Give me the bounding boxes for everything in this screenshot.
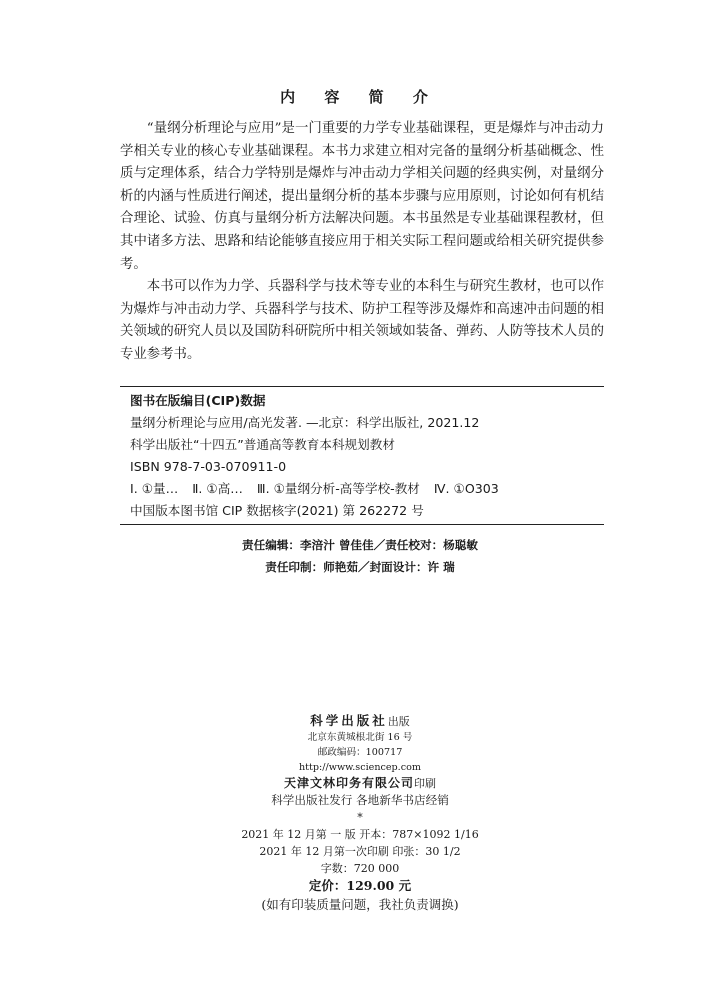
colophon (0, 712, 720, 913)
cip-entry: 量纲分析理论与应用/高光发著. —北京：科学出版社, 2021.12 (130, 415, 480, 430)
publisher-website: http://www.sciencep.com (299, 762, 421, 773)
printing-line: 2021 年 12 月第一次印刷 印张：30 1/2 (259, 845, 461, 858)
staff-credits (0, 534, 720, 578)
price: 定价：129.00 元 (308, 878, 412, 893)
staff-credits-line-1: 责任编辑：李涪汁 曾佳佳／责任校对：杨聪敏 (242, 538, 478, 552)
printer-suffix: 印刷 (414, 777, 436, 790)
cip-top-rule (120, 386, 604, 387)
cip-heading: 图书在版编目(CIP)数据 (130, 393, 266, 408)
cip-class-4: Ⅳ. ①O303 (433, 481, 499, 496)
cip-isbn: ISBN 978-7-03-070911-0 (130, 459, 287, 474)
intro-paragraph-2: 本书可以作为力学、兵器科学与技术等专业的本科生与研究生教材，也可以作为爆炸与冲击动力学、兵器科学与技术、防护工程等涉及爆炸和高速冲击问题的相关领域的研究人员以及国防科研院所中相关领域如装备、弹药、人防等技术人员的专业参考书。 (120, 279, 604, 362)
publisher-line (0, 712, 720, 730)
separator-star: * (357, 811, 363, 824)
intro-paragraph-1: “量纲分析理论与应用”是一门重要的力学专业基础课程，更是爆炸与冲击动力学相关专业的核心专业基础课程。本书力求建立相对完备的量纲分析基础概念、性质与定理体系，结合力学特别是爆炸与冲击动力学相关问题的经典实例，对量纲分析的内涵与性质进行阐述，提出量纲分析的基本步骤与应用原则，讨论如何有机结合理论、试验、仿真与量纲分析方法解决问题。本书虽然是专业基础课程教材，但其中诸多方法、思路和结论能够直接应用于相关实际工程问题或给相关研究提供参考。 (120, 121, 604, 272)
printer-name: 天津文林印务有限公司 (283, 776, 414, 790)
printer-line (0, 775, 720, 792)
book-introduction (120, 118, 604, 367)
publisher-postcode: 邮政编码：100717 (317, 747, 403, 758)
page-title: 内 容 简 介 (280, 88, 440, 106)
word-count: 字数：720 000 (320, 862, 400, 875)
cip-series: 科学出版社“十四五”普通高等教育本科规划教材 (130, 437, 395, 452)
publisher-suffix: 出版 (387, 715, 410, 728)
distribution-line: 科学出版社发行 各地新华书店经销 (271, 793, 449, 807)
cip-data-block (130, 390, 600, 522)
cip-bottom-rule (120, 524, 604, 525)
edition-line: 2021 年 12 月第 一 版 开本：787×1092 1/16 (241, 828, 479, 841)
staff-credits-line-2: 责任印制：师艳茹／封面设计：许 瑞 (265, 560, 455, 574)
cip-class-1: Ⅰ. ①量… (130, 481, 179, 496)
publisher-address: 北京东黄城根北街 16 号 (307, 732, 413, 743)
cip-record-number: 中国版本图书馆 CIP 数据核字(2021) 第 262272 号 (130, 503, 424, 518)
quality-notice: (如有印装质量问题，我社负责调换) (261, 897, 459, 912)
publisher-name: 科学出版社 (310, 713, 388, 728)
cip-class-3: Ⅲ. ①量纲分析-高等学校-教材 (256, 481, 420, 496)
cip-class-2: Ⅱ. ①高… (192, 481, 243, 496)
cip-classification (130, 478, 600, 500)
